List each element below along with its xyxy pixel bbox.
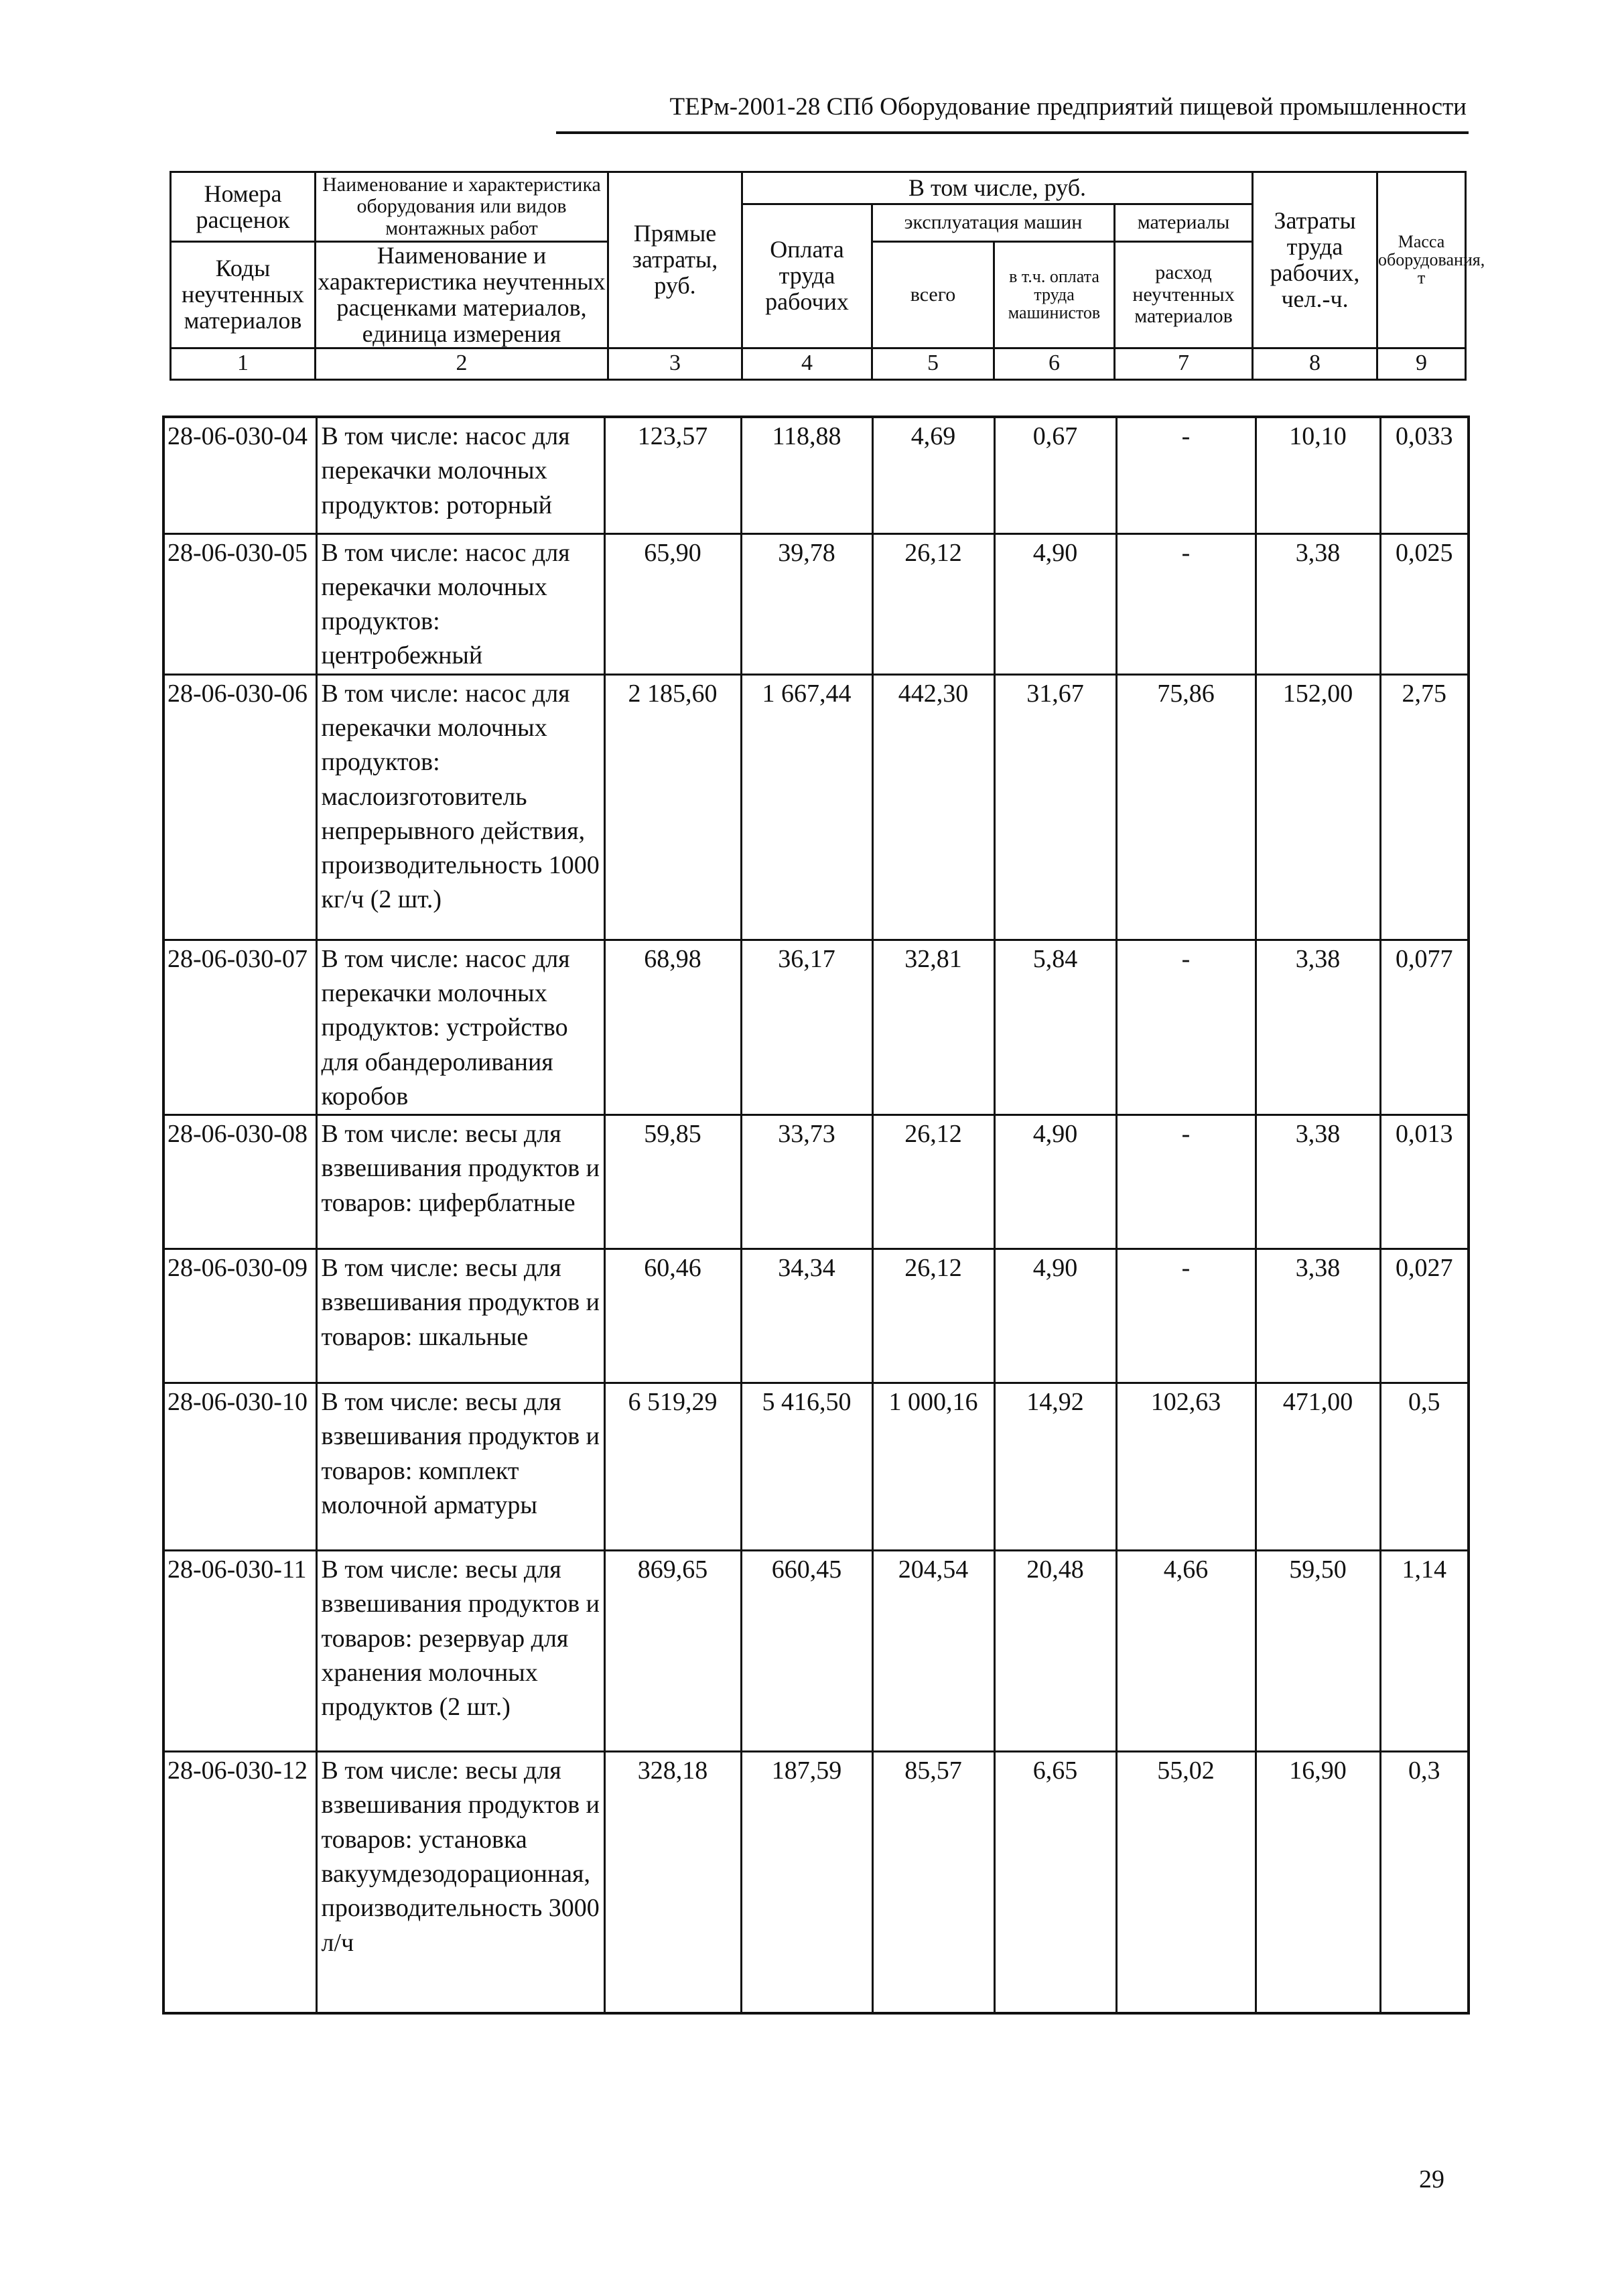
labor-hours-value: 16,90 bbox=[1256, 1752, 1380, 2013]
rate-description: В том числе: насос для перекачки молочных продуктов: маслоизготовитель непрерывного действия, производительность 1000 кг/ч (2 шт.) bbox=[316, 674, 604, 940]
equipment-mass-value: 1,14 bbox=[1380, 1551, 1469, 1752]
rate-description: В том числе: насос для перекачки молочных продуктов: устройство для обандероливания коробов bbox=[316, 940, 604, 1114]
header-labor-costs: Затраты труда рабочих, чел.-ч. bbox=[1253, 172, 1377, 348]
equipment-mass-value: 0,033 bbox=[1380, 417, 1469, 533]
labor-hours-value: 152,00 bbox=[1256, 674, 1380, 940]
table-row bbox=[163, 1383, 1469, 1551]
header-codes: Коды неучтенных материалов bbox=[171, 242, 316, 348]
header-name-material: Наименование и характеристика неучтенных расценками материалов, единица измерения bbox=[316, 242, 608, 348]
column-header-table bbox=[170, 171, 1485, 381]
rate-code: 28-06-030-09 bbox=[163, 1249, 316, 1383]
operators-pay-value: 5,84 bbox=[994, 940, 1116, 1114]
machine-operation-value: 26,12 bbox=[872, 1249, 994, 1383]
equipment-mass-value: 0,5 bbox=[1380, 1383, 1469, 1551]
equipment-mass-value: 2,75 bbox=[1380, 674, 1469, 940]
machine-operation-value: 32,81 bbox=[872, 940, 994, 1114]
labor-hours-value: 3,38 bbox=[1256, 1115, 1380, 1249]
labor-pay-value: 118,88 bbox=[741, 417, 872, 533]
materials-value: 102,63 bbox=[1116, 1383, 1256, 1551]
table-row bbox=[163, 417, 1469, 533]
rate-description: В том числе: весы для взвешивания продуктов и товаров: установка вакуумдезодорационная, производительность 3000 л/ч bbox=[316, 1752, 604, 2013]
document-title: ТЕРм-2001-28 СПб Оборудование предприятий пищевой промышленности bbox=[669, 93, 1467, 121]
rate-description: В том числе: весы для взвешивания продуктов и товаров: циферблатные bbox=[316, 1115, 604, 1249]
header-direct-costs: Прямые затраты, руб. bbox=[608, 172, 742, 348]
page-number: 29 bbox=[1419, 2165, 1444, 2193]
rate-description: В том числе: весы для взвешивания продуктов и товаров: резервуар для хранения молочных продуктов (2 шт.) bbox=[316, 1551, 604, 1752]
column-number: 3 bbox=[608, 348, 742, 379]
column-number: 8 bbox=[1253, 348, 1377, 379]
equipment-mass-value: 0,025 bbox=[1380, 533, 1469, 674]
header-materials-consumption: расход неучтенных материалов bbox=[1115, 242, 1253, 348]
header-rule bbox=[556, 131, 1469, 134]
header-labor-pay: Оплата труда рабочих bbox=[742, 204, 872, 348]
direct-costs-value: 2 185,60 bbox=[604, 674, 741, 940]
table-row bbox=[163, 1551, 1469, 1752]
machine-operation-value: 85,57 bbox=[872, 1752, 994, 2013]
machine-operation-value: 26,12 bbox=[872, 533, 994, 674]
labor-hours-value: 3,38 bbox=[1256, 1249, 1380, 1383]
materials-value: 55,02 bbox=[1116, 1752, 1256, 2013]
operators-pay-value: 14,92 bbox=[994, 1383, 1116, 1551]
labor-pay-value: 5 416,50 bbox=[741, 1383, 872, 1551]
rate-code: 28-06-030-05 bbox=[163, 533, 316, 674]
column-number: 6 bbox=[994, 348, 1115, 379]
materials-value: 4,66 bbox=[1116, 1551, 1256, 1752]
operators-pay-value: 4,90 bbox=[994, 533, 1116, 674]
header-equipment-mass: Масса оборудования, т bbox=[1377, 172, 1466, 348]
operators-pay-value: 6,65 bbox=[994, 1752, 1116, 2013]
table-row bbox=[163, 533, 1469, 674]
direct-costs-value: 328,18 bbox=[604, 1752, 741, 2013]
table-row bbox=[163, 1752, 1469, 2013]
labor-pay-value: 39,78 bbox=[741, 533, 872, 674]
header-machine-total: всего bbox=[872, 242, 994, 348]
machine-operation-value: 4,69 bbox=[872, 417, 994, 533]
materials-value: - bbox=[1116, 940, 1256, 1114]
header-machine-operators-pay: в т.ч. оплата труда машинистов bbox=[994, 242, 1115, 348]
labor-pay-value: 34,34 bbox=[741, 1249, 872, 1383]
operators-pay-value: 20,48 bbox=[994, 1551, 1116, 1752]
materials-value: - bbox=[1116, 1115, 1256, 1249]
direct-costs-value: 59,85 bbox=[604, 1115, 741, 1249]
rate-code: 28-06-030-08 bbox=[163, 1115, 316, 1249]
header-name-work: Наименование и характеристика оборудования или видов монтажных работ bbox=[316, 172, 608, 242]
column-number: 1 bbox=[171, 348, 316, 379]
direct-costs-value: 6 519,29 bbox=[604, 1383, 741, 1551]
labor-hours-value: 3,38 bbox=[1256, 940, 1380, 1114]
header-including: В том числе, руб. bbox=[742, 172, 1253, 204]
table-row bbox=[163, 1249, 1469, 1383]
machine-operation-value: 204,54 bbox=[872, 1551, 994, 1752]
materials-value: - bbox=[1116, 533, 1256, 674]
labor-pay-value: 33,73 bbox=[741, 1115, 872, 1249]
machine-operation-value: 442,30 bbox=[872, 674, 994, 940]
labor-pay-value: 36,17 bbox=[741, 940, 872, 1114]
labor-pay-value: 187,59 bbox=[741, 1752, 872, 2013]
rate-description: В том числе: весы для взвешивания продуктов и товаров: комплект молочной арматуры bbox=[316, 1383, 604, 1551]
labor-hours-value: 471,00 bbox=[1256, 1383, 1380, 1551]
header-materials: материалы bbox=[1115, 204, 1253, 242]
rate-code: 28-06-030-10 bbox=[163, 1383, 316, 1551]
labor-hours-value: 10,10 bbox=[1256, 417, 1380, 533]
direct-costs-value: 65,90 bbox=[604, 533, 741, 674]
materials-value: 75,86 bbox=[1116, 674, 1256, 940]
machine-operation-value: 26,12 bbox=[872, 1115, 994, 1249]
column-number: 4 bbox=[742, 348, 872, 379]
rate-code: 28-06-030-12 bbox=[163, 1752, 316, 2013]
rate-code: 28-06-030-04 bbox=[163, 417, 316, 533]
materials-value: - bbox=[1116, 1249, 1256, 1383]
labor-hours-value: 3,38 bbox=[1256, 533, 1380, 674]
rate-code: 28-06-030-07 bbox=[163, 940, 316, 1114]
labor-pay-value: 660,45 bbox=[741, 1551, 872, 1752]
equipment-mass-value: 0,013 bbox=[1380, 1115, 1469, 1249]
equipment-mass-value: 0,027 bbox=[1380, 1249, 1469, 1383]
machine-operation-value: 1 000,16 bbox=[872, 1383, 994, 1551]
direct-costs-value: 60,46 bbox=[604, 1249, 741, 1383]
column-number: 9 bbox=[1377, 348, 1466, 379]
rate-description: В том числе: весы для взвешивания продуктов и товаров: шкальные bbox=[316, 1249, 604, 1383]
operators-pay-value: 4,90 bbox=[994, 1249, 1116, 1383]
direct-costs-value: 68,98 bbox=[604, 940, 741, 1114]
column-number: 7 bbox=[1115, 348, 1253, 379]
direct-costs-value: 123,57 bbox=[604, 417, 741, 533]
equipment-mass-value: 0,077 bbox=[1380, 940, 1469, 1114]
labor-pay-value: 1 667,44 bbox=[741, 674, 872, 940]
header-numbers: Номера расценок bbox=[171, 172, 316, 242]
rate-description: В том числе: насос для перекачки молочных продуктов: роторный bbox=[316, 417, 604, 533]
equipment-mass-value: 0,3 bbox=[1380, 1752, 1469, 2013]
materials-value: - bbox=[1116, 417, 1256, 533]
operators-pay-value: 0,67 bbox=[994, 417, 1116, 533]
rate-code: 28-06-030-11 bbox=[163, 1551, 316, 1752]
operators-pay-value: 4,90 bbox=[994, 1115, 1116, 1249]
table-row bbox=[163, 940, 1469, 1114]
table-row bbox=[163, 674, 1469, 940]
rates-table bbox=[162, 416, 1470, 2015]
rate-description: В том числе: насос для перекачки молочных продуктов: центробежный bbox=[316, 533, 604, 674]
rate-code: 28-06-030-06 bbox=[163, 674, 316, 940]
column-number: 5 bbox=[872, 348, 994, 379]
header-machine-operation: эксплуатация машин bbox=[872, 204, 1115, 242]
operators-pay-value: 31,67 bbox=[994, 674, 1116, 940]
labor-hours-value: 59,50 bbox=[1256, 1551, 1380, 1752]
direct-costs-value: 869,65 bbox=[604, 1551, 741, 1752]
table-row bbox=[163, 1115, 1469, 1249]
column-number: 2 bbox=[316, 348, 608, 379]
